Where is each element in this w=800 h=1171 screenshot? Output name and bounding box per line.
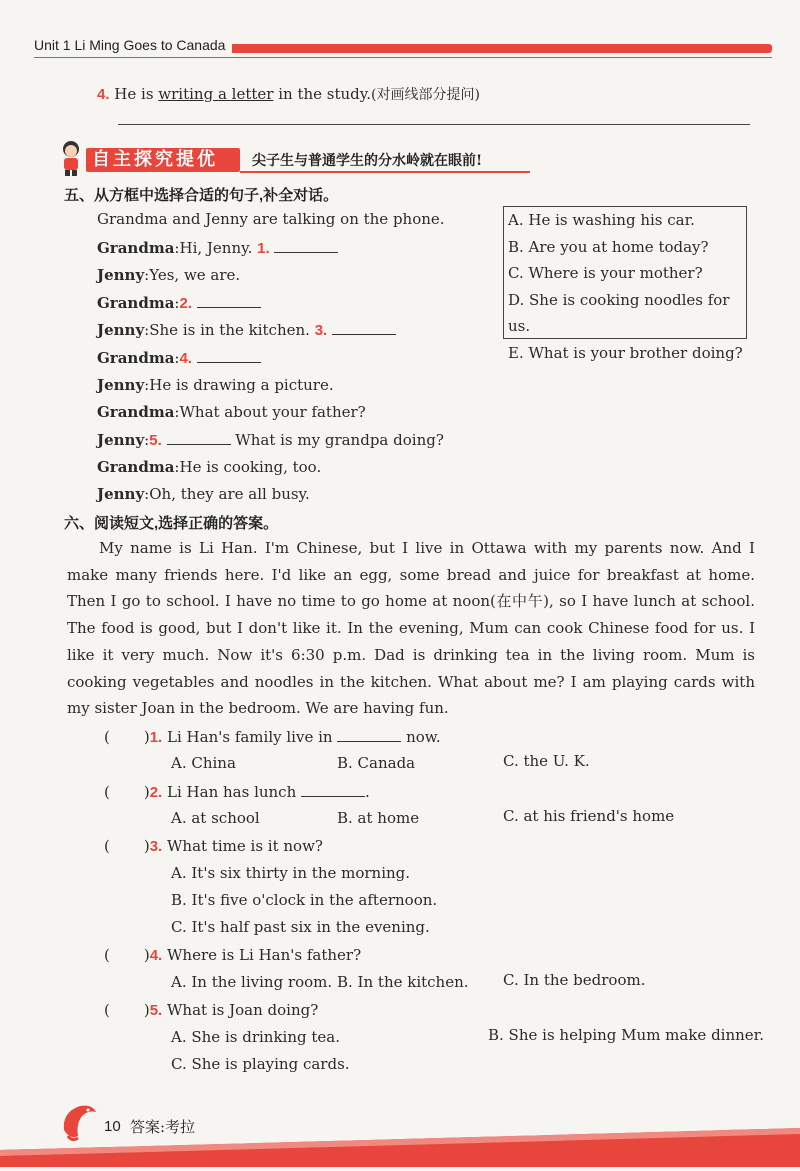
answer-blank[interactable]	[301, 782, 365, 797]
box-option: E. What is your brother doing?	[508, 343, 743, 362]
option[interactable]: B. at home	[337, 809, 420, 827]
answer-blank[interactable]	[337, 727, 401, 742]
reading-passage: My name is Li Han. I'm Chinese, but I live in Ottawa with my parents now. And I make many friends here. I'd like an egg, some bread and juice for breakfast at home. Then I go to school. I have no time to go home at noon(在中午), so I have lunch at school. The food is good, but I don't like it. In the evening, Mum can cook Chinese food for us. I like it very much. Now it's 6:30 p.m. Dad is drinking tea in the living room. Mum is cooking vegetables and noodles in the kitchen. What about me? I am playing cards with my sister Joan in the bedroom. We are having fun.	[67, 539, 755, 718]
dialogue-line: Jenny:5. What is my grandpa doing?	[97, 431, 444, 449]
prev-question: 4. He is writing a letter in the study.(对画线部分提问)	[97, 85, 480, 103]
question: ( )1. Li Han's family live in now.	[104, 728, 441, 746]
answer-blank[interactable]	[274, 238, 338, 253]
option[interactable]: A. at school	[171, 809, 260, 827]
mascot-icon	[56, 138, 86, 178]
box-option: A. He is washing his car.	[508, 211, 695, 229]
dolphin-icon	[58, 1100, 100, 1144]
option[interactable]: A. China	[171, 754, 236, 772]
question: ( )2. Li Han has lunch .	[104, 783, 370, 801]
header-underline	[34, 57, 772, 58]
answer-blank[interactable]	[167, 430, 231, 445]
option-box	[503, 206, 747, 362]
dialogue-line: Grandma:Hi, Jenny. 1.	[97, 238, 338, 259]
answer-blank[interactable]	[197, 293, 261, 308]
dialogue-line: Grandma:4.	[97, 348, 261, 369]
answer-line	[118, 124, 750, 125]
option[interactable]: C. In the bedroom.	[503, 971, 646, 989]
answer-blank[interactable]	[197, 348, 261, 363]
dialogue-line: Jenny:Oh, they are all busy.	[97, 485, 310, 503]
option[interactable]: B. She is helping Mum make dinner.	[488, 1026, 764, 1044]
option[interactable]: C. She is playing cards.	[171, 1055, 350, 1073]
dialogue-line: Jenny:Yes, we are.	[97, 266, 241, 284]
banner-rule	[240, 171, 530, 173]
header-bar	[232, 44, 772, 53]
banner-box	[86, 148, 240, 172]
question: ( )3. What time is it now?	[104, 837, 323, 855]
option[interactable]: B. It's five o'clock in the afternoon.	[171, 891, 438, 909]
option[interactable]: A. It's six thirty in the morning.	[171, 864, 411, 882]
banner-slogan: 尖子生与普通学生的分水岭就在眼前!	[252, 153, 483, 169]
box-option: D. She is cooking noodles for us.	[508, 290, 730, 336]
option[interactable]: A. In the living room.	[171, 973, 333, 991]
unit-title: Unit 1 Li Ming Goes to Canada	[34, 37, 226, 53]
option[interactable]: A. She is drinking tea.	[171, 1028, 340, 1046]
section6-title: 六、阅读短文,选择正确的答案。	[64, 515, 279, 532]
section5-title: 五、从方框中选择合适的句子,补全对话。	[64, 187, 339, 204]
question: ( )4. Where is Li Han's father?	[104, 946, 362, 964]
dialogue-line: Grandma:2.	[97, 293, 261, 314]
section5-intro: Grandma and Jenny are talking on the phone.	[97, 210, 445, 228]
box-option: C. Where is your mother?	[508, 264, 703, 283]
page-number: 10	[104, 1118, 121, 1135]
dialogue-line: Grandma:What about your father?	[97, 403, 366, 421]
answer-blank[interactable]	[332, 320, 396, 335]
option[interactable]: B. In the kitchen.	[337, 973, 469, 991]
question: ( )5. What is Joan doing?	[104, 1001, 319, 1019]
option[interactable]: B. Canada	[337, 754, 416, 772]
box-option: B. Are you at home today?	[508, 237, 709, 256]
option[interactable]: C. It's half past six in the evening.	[171, 918, 430, 936]
dialogue-line: Jenny:He is drawing a picture.	[97, 376, 334, 394]
answer-label: 答案:考拉	[130, 1118, 196, 1136]
dialogue-line: Grandma:He is cooking, too.	[97, 458, 322, 476]
option[interactable]: C. at his friend's home	[503, 807, 675, 825]
option[interactable]: C. the U. K.	[503, 752, 590, 770]
banner-title: 自主探究提优	[92, 149, 218, 170]
dialogue-line: Jenny:She is in the kitchen. 3.	[97, 320, 396, 341]
